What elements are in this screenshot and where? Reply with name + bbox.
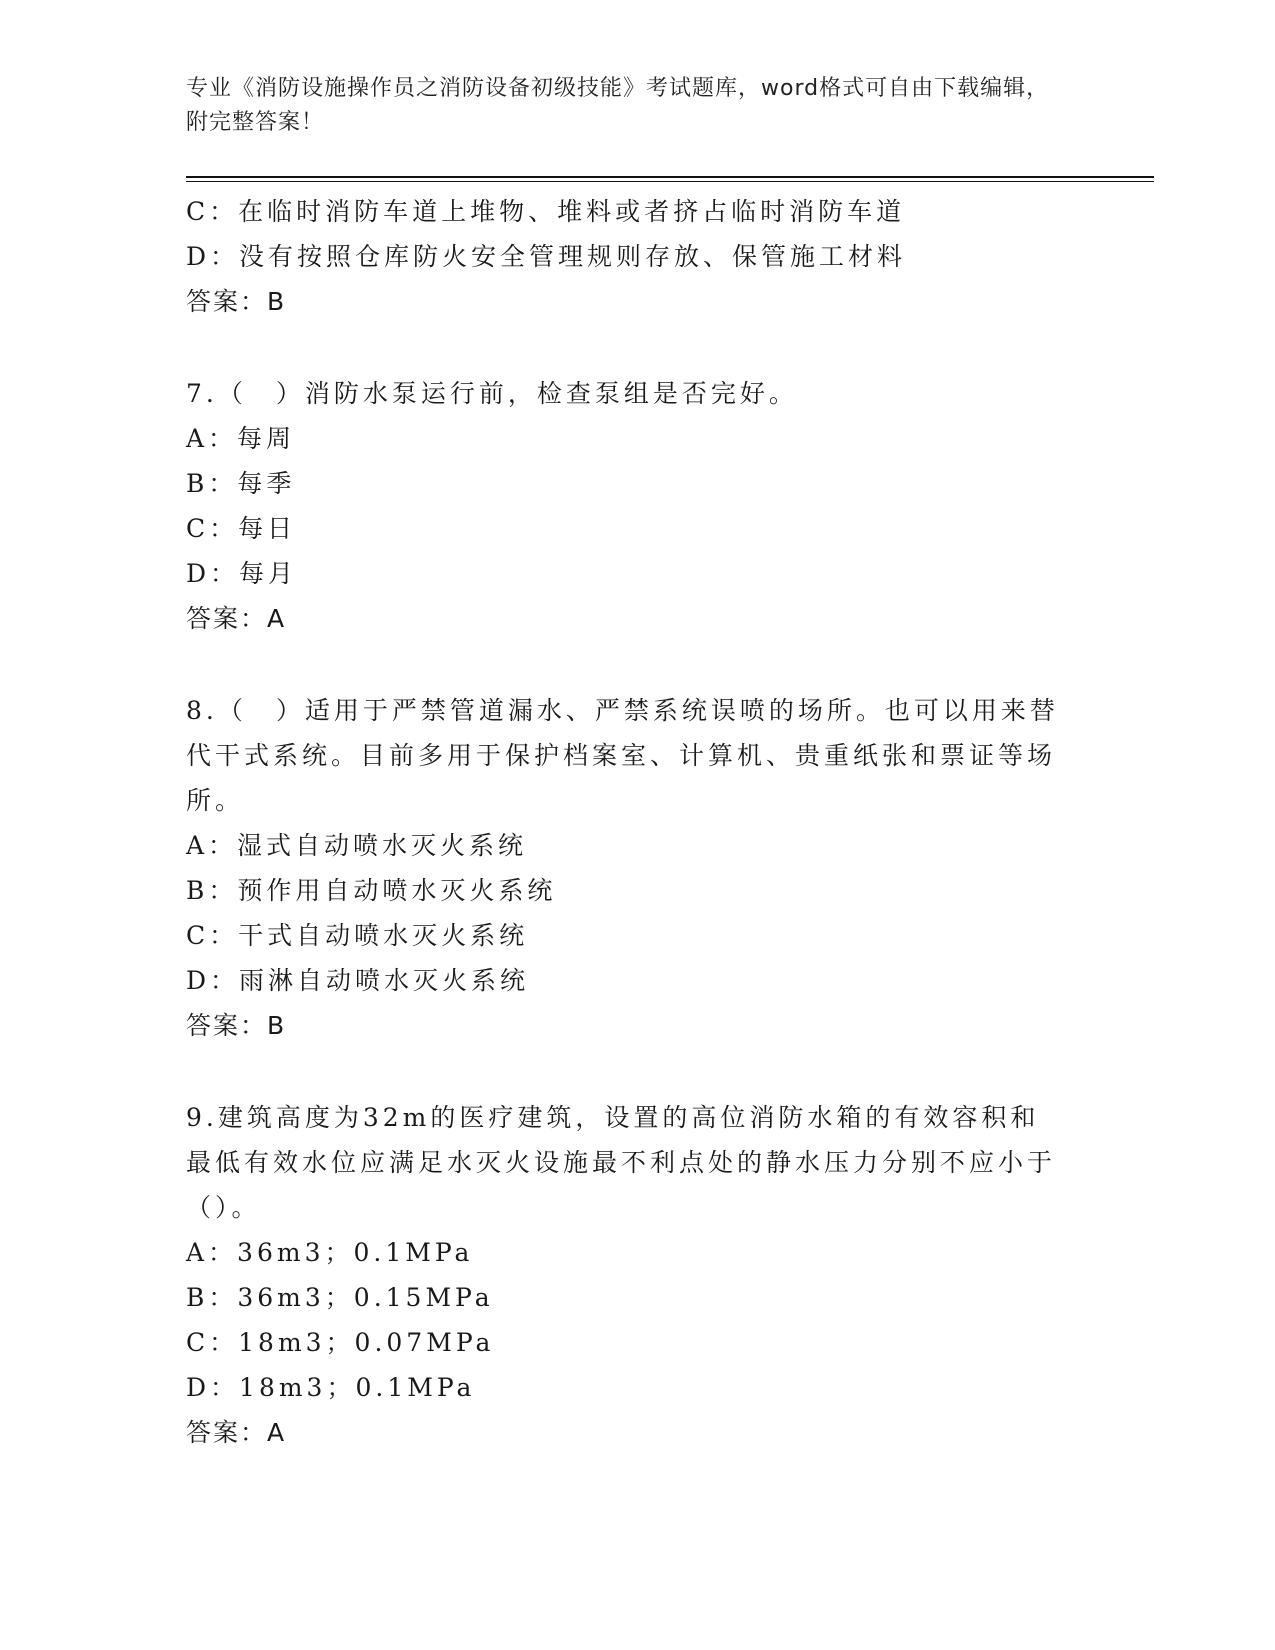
spacer [186, 1048, 1066, 1095]
option-d: D：雨淋自动喷水灭火系统 [186, 966, 530, 995]
spacer [186, 641, 1066, 688]
option-c: C：干式自动喷水灭火系统 [186, 921, 529, 950]
option-c: C：18m3；0.07MPa [186, 1328, 495, 1357]
header-divider-thin [186, 181, 1154, 182]
option-b: B：预作用自动喷水灭火系统 [186, 876, 557, 905]
option-c: C：在临时消防车道上堆物、堆料或者挤占临时消防车道 [186, 197, 906, 226]
option-a: A：36m3；0.1MPa [186, 1238, 474, 1267]
answer-label: 答案：A [186, 1418, 287, 1447]
question-6-tail [186, 189, 1066, 324]
question-text: 7.（ ）消防水泵运行前，检查泵组是否完好。 [186, 379, 798, 408]
option-b: B：每季 [186, 469, 296, 498]
question-list [186, 189, 1066, 1455]
option-c: C：每日 [186, 514, 297, 543]
option-d: D：18m3；0.1MPa [186, 1373, 476, 1402]
option-a: A：湿式自动喷水灭火系统 [186, 831, 528, 860]
option-a: A：每周 [186, 424, 296, 453]
answer-label: 答案：B [186, 1011, 287, 1040]
option-d: D：没有按照仓库防火安全管理规则存放、保管施工材料 [186, 242, 907, 271]
question-text: 9.建筑高度为32m的医疗建筑，设置的高位消防水箱的有效容积和最低有效水位应满足水灭火设施最不利点处的静水压力分别不应小于（）。 [186, 1103, 1057, 1222]
question-text: 8.（ ）适用于严禁管道漏水、严禁系统误喷的场所。也可以用来替代干式系统。目前多用于保护档案室、计算机、贵重纸张和票证等场所。 [186, 696, 1059, 815]
answer-label: 答案：A [186, 604, 287, 633]
question-7 [186, 371, 1066, 641]
option-d: D：每月 [186, 559, 298, 588]
question-9 [186, 1095, 1066, 1455]
spacer [186, 324, 1066, 371]
document-header: 专业《消防设施操作员之消防设备初级技能》考试题库，word格式可自由下载编辑，附完整答案！ [186, 76, 1050, 135]
option-b: B：36m3；0.15MPa [186, 1283, 494, 1312]
question-8 [186, 688, 1066, 1048]
header-divider-thick [186, 176, 1154, 178]
answer-label: 答案：B [186, 287, 287, 316]
